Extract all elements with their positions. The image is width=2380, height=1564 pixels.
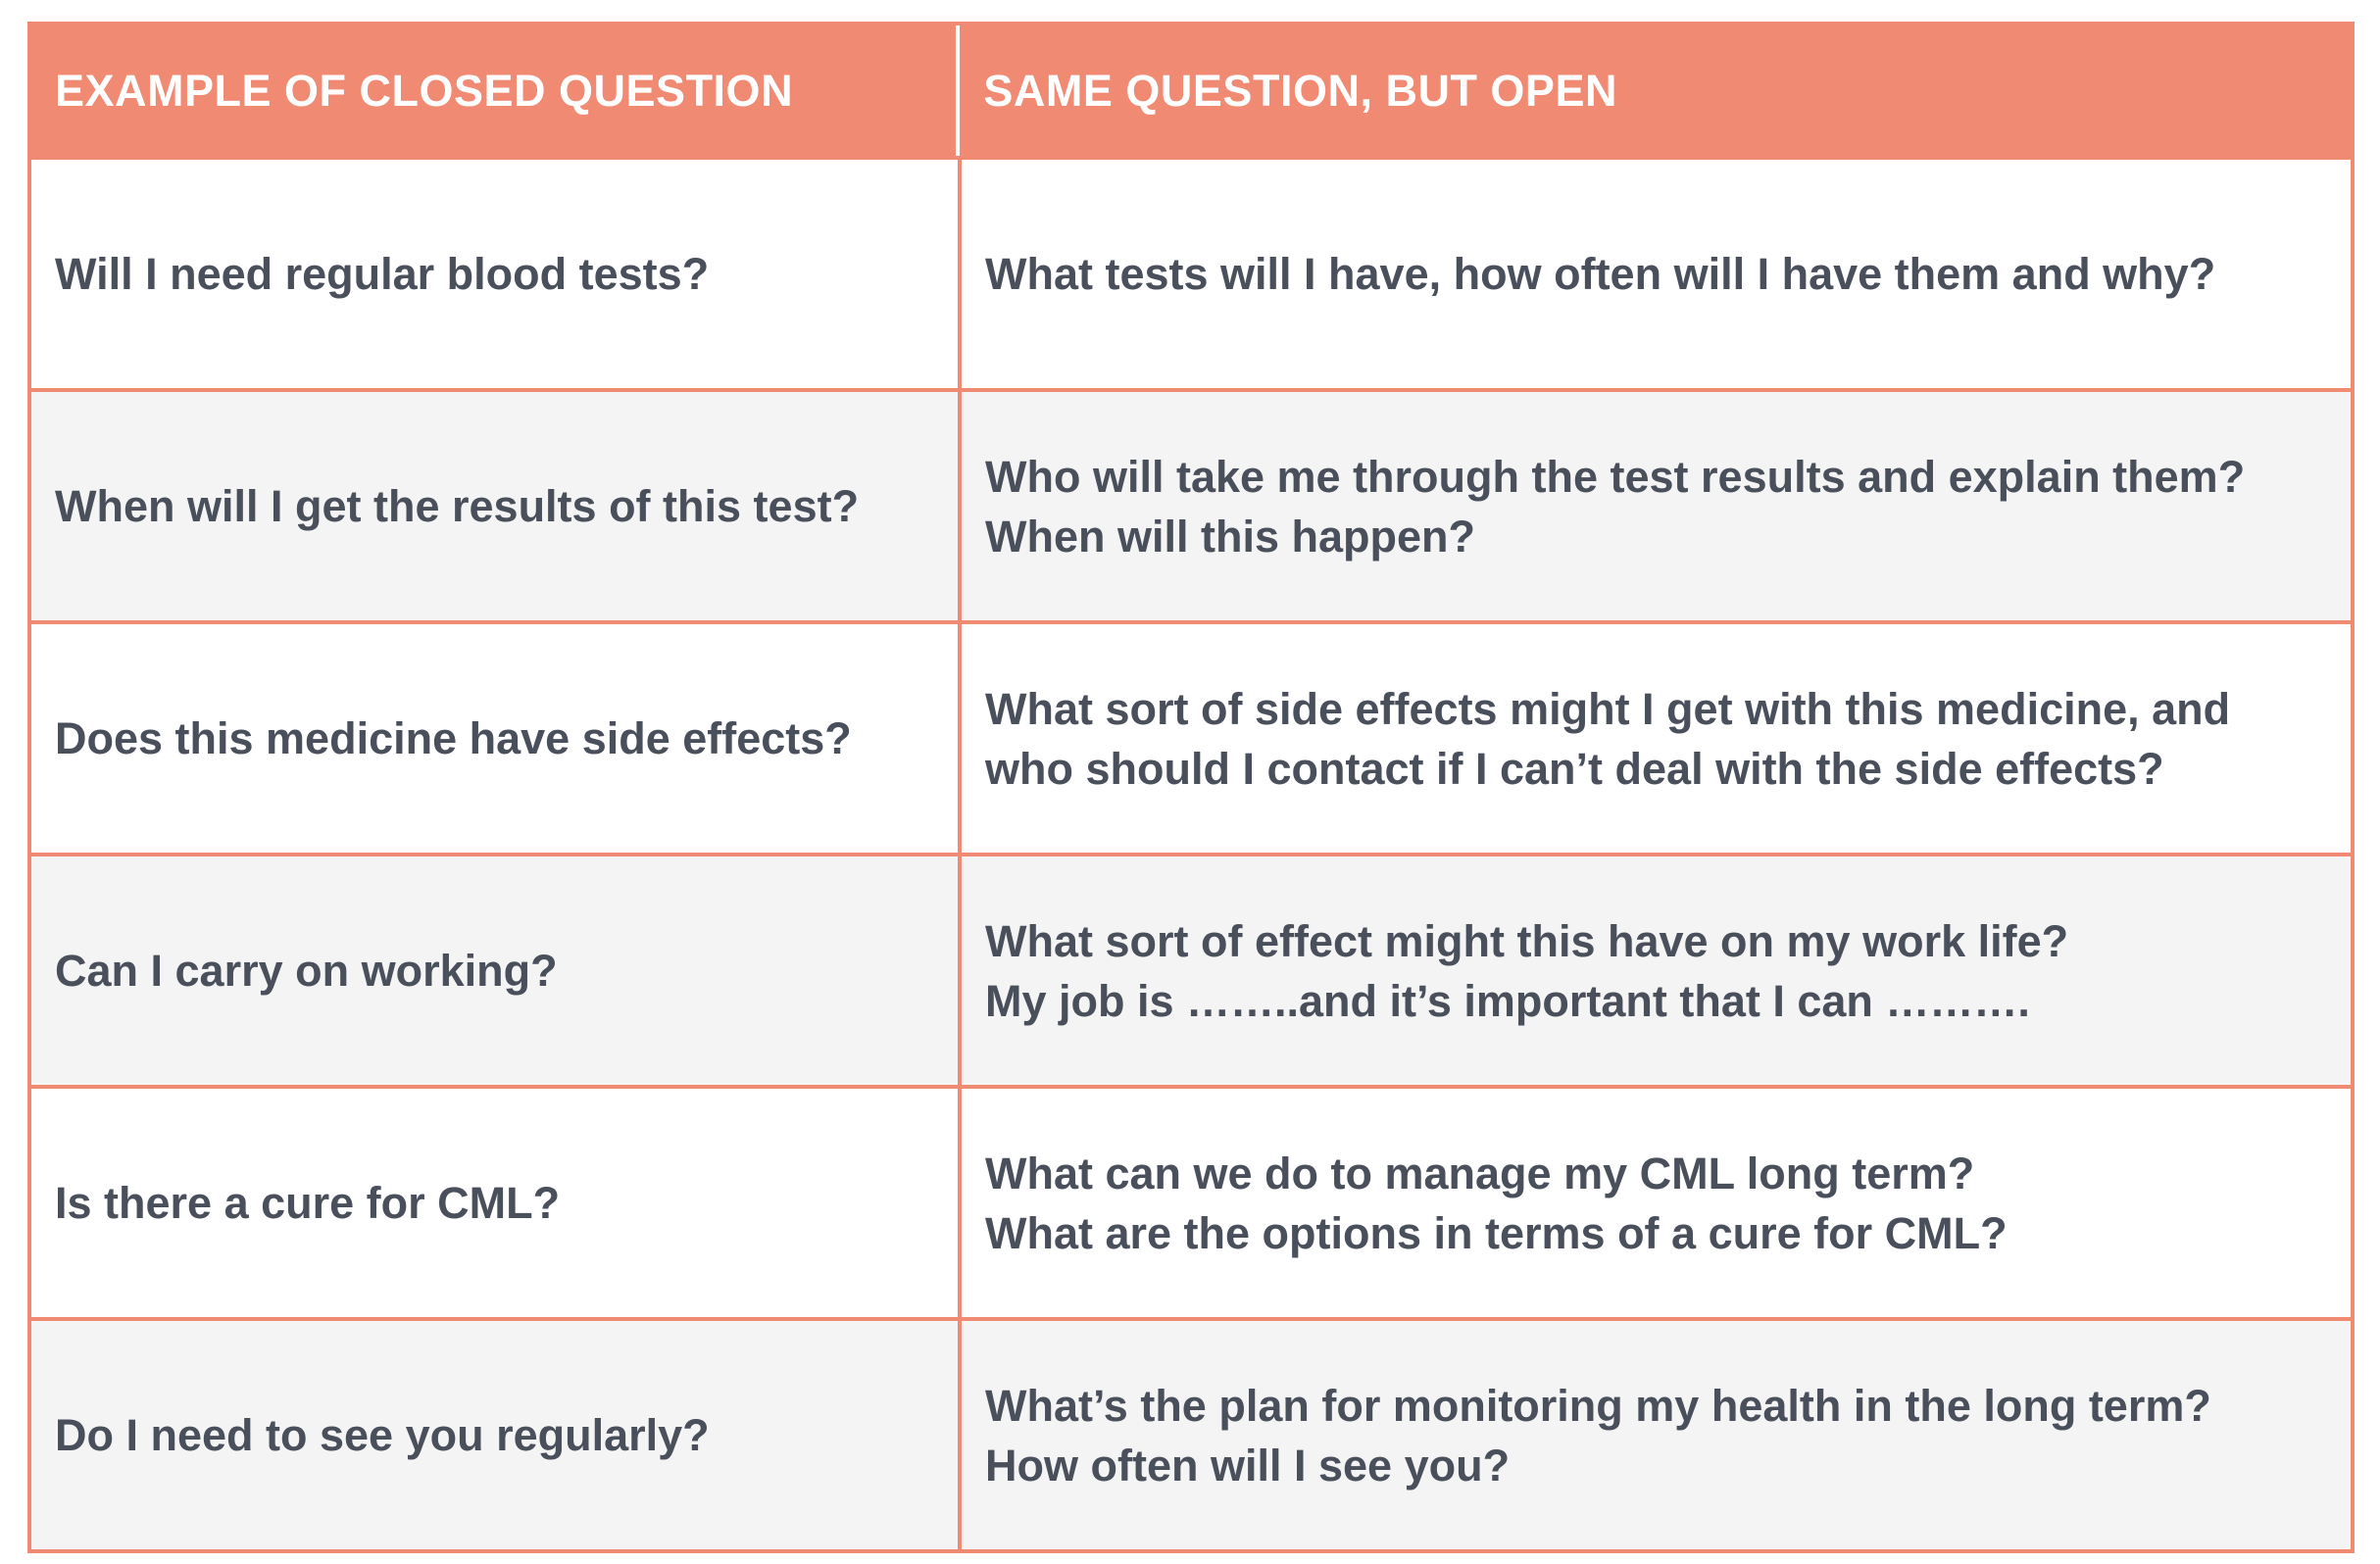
questions-table bbox=[27, 22, 2355, 1553]
table-row bbox=[31, 853, 2351, 1085]
open-question-text: What can we do to manage my CML long term? What are the options in terms of a cure for CML? bbox=[985, 1148, 2008, 1258]
closed-question-text: Do I need to see you regularly? bbox=[55, 1410, 710, 1460]
closed-question-cell bbox=[31, 160, 962, 388]
open-question-text: What’s the plan for monitoring my health in the long term? How often will I see you? bbox=[985, 1380, 2211, 1491]
closed-question-cell bbox=[31, 392, 962, 620]
table-row bbox=[31, 1317, 2351, 1549]
table-row bbox=[31, 156, 2351, 388]
open-question-cell bbox=[962, 392, 2351, 620]
open-question-text: What sort of effect might this have on my work life? My job is ……..and it’s important that I can ………. bbox=[985, 915, 2069, 1026]
open-question-text: What tests will I have, how often will I have them and why? bbox=[985, 249, 2216, 299]
table-row bbox=[31, 1085, 2351, 1317]
closed-question-text: Can I carry on working? bbox=[55, 946, 558, 996]
closed-question-text: Does this medicine have side effects? bbox=[55, 713, 852, 763]
table-row bbox=[31, 620, 2351, 853]
open-question-cell bbox=[962, 160, 2351, 388]
open-question-text: What sort of side effects might I get with this medicine, and who should I contact if I can’t deal with the side effects? bbox=[985, 683, 2231, 794]
closed-question-cell bbox=[31, 624, 962, 853]
open-question-cell bbox=[962, 856, 2351, 1085]
closed-question-text: Will I need regular blood tests? bbox=[55, 249, 710, 299]
open-question-cell bbox=[962, 1321, 2351, 1549]
open-question-text: Who will take me through the test results and explain them? When will this happen? bbox=[985, 451, 2246, 562]
closed-question-text: When will I get the results of this test? bbox=[55, 481, 860, 531]
closed-question-cell bbox=[31, 856, 962, 1085]
header-closed-question: EXAMPLE OF CLOSED QUESTION bbox=[55, 65, 794, 116]
closed-question-text: Is there a cure for CML? bbox=[55, 1178, 561, 1228]
open-question-cell bbox=[962, 1089, 2351, 1317]
table-row bbox=[31, 388, 2351, 620]
closed-question-cell bbox=[31, 1089, 962, 1317]
table-header bbox=[31, 25, 2351, 156]
open-question-cell bbox=[962, 624, 2351, 853]
closed-question-cell bbox=[31, 1321, 962, 1549]
header-open-question: SAME QUESTION, BUT OPEN bbox=[983, 65, 1617, 116]
